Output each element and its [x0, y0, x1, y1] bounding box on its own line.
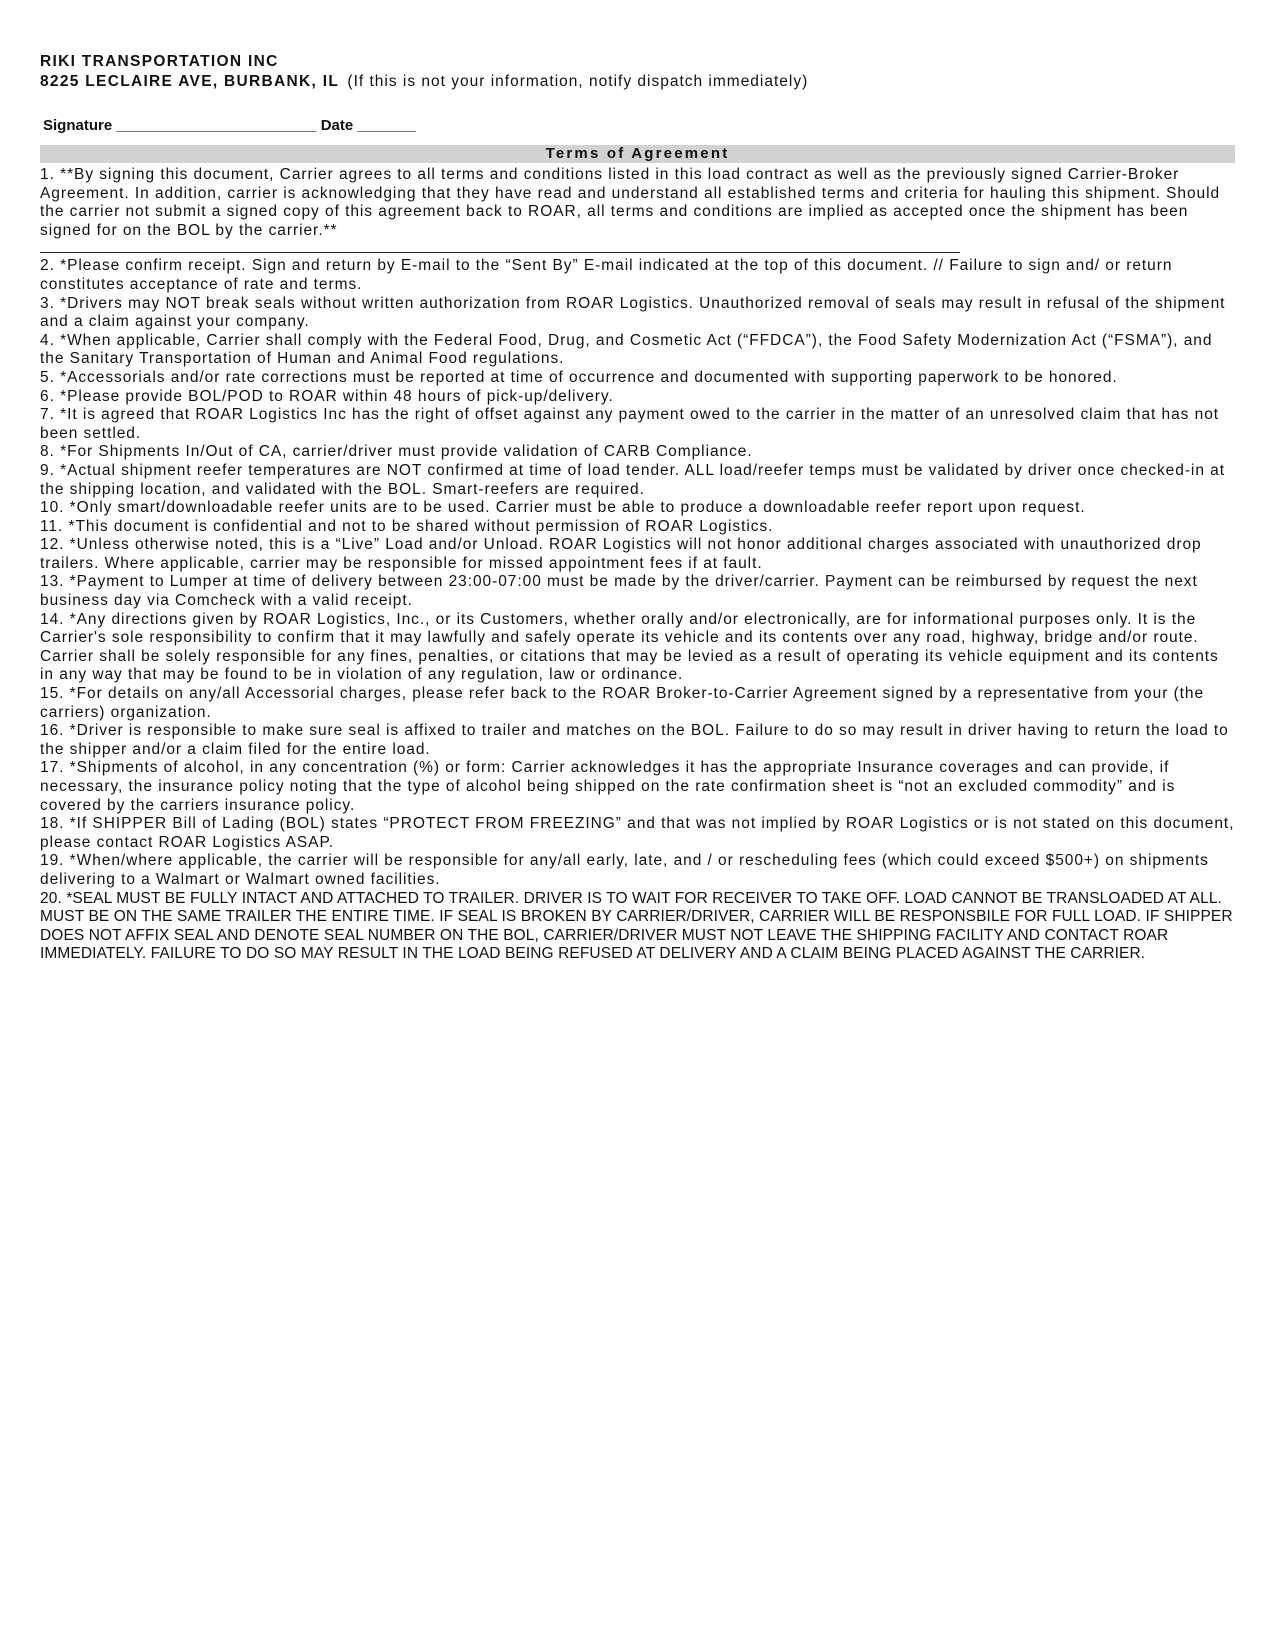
term-item-11: 11. *This document is confidential and not to be shared without permission of ROAR Logistics. — [40, 517, 774, 535]
term-item-2: 2. *Please confirm receipt. Sign and return by E-mail to the “Sent By” E-mail indicated at the top of this document. // Failure to sign and/ or return constitutes acceptance of rate and terms. — [40, 257, 1173, 293]
dispatch-notice: (If this is not your information, notify dispatch immediately) — [347, 73, 809, 90]
term-item-15: 15. *For details on any/all Accessorial charges, please refer back to the ROAR Broker-to-Carrier Agreement signed by a representative from your (the carriers) organization. — [40, 685, 1205, 721]
terms-of-agreement-heading: Terms of Agreement — [40, 145, 1235, 163]
signature-date-line: Signature ________________________ Date _______ — [43, 117, 416, 134]
term-item-16: 16. *Driver is responsible to make sure seal is affixed to trailer and matches on the BOL. Failure to do so may result in driver having to return the load to the shipper and/or a claim filed for the entire load. — [40, 722, 1229, 758]
document-page — [40, 52, 1235, 964]
term-item-5: 5. *Accessorials and/or rate corrections must be reported at time of occurrence and documented with supporting paperwork to be honored. — [40, 368, 1118, 386]
term-item-14: 14. *Any directions given by ROAR Logistics, Inc., or its Customers, whether orally and/or electronically, are for informational purposes only. It is the Carrier's sole responsibility to confirm that it may lawfully and safely operate its vehicle and its contents over any road, highway, bridge and/or route. Carrier shall be solely responsible for any fines, penalties, or citations that may be levied as a result of operating its vehicle equipment and its contents in any way that may be found to be in violation of any regulation, law or ordinance. — [40, 610, 1219, 684]
term-item-17: 17. *Shipments of alcohol, in any concentration (%) or form: Carrier acknowledges it has the appropriate Insurance coverages and can provide, if necessary, the insurance policy noting that the type of alcohol being shipped on the rate confirmation sheet is “not an excluded commodity” and is covered by the carriers insurance policy. — [40, 759, 1176, 814]
term-item-1: 1. **By signing this document, Carrier agrees to all terms and conditions listed in this load contract as well as the previously signed Carrier-Broker Agreement. In addition, carrier is acknowledging that they have read and understand all established terms and criteria for hauling this shipment. Should the carrier not submit a signed copy of this agreement back to ROAR, all terms and conditions are implied as accepted once the shipment has been signed for on the BOL by the carrier.** — [40, 166, 1221, 239]
term-item-6: 6. *Please provide BOL/POD to ROAR within 48 hours of pick-up/delivery. — [40, 387, 614, 405]
term-separator — [40, 252, 960, 253]
term-item-12: 12. *Unless otherwise noted, this is a “Live” Load and/or Unload. ROAR Logistics will not honor additional charges associated with unauthorized drop trailers. Where applicable, carrier may be responsible for missed appointment fees if at fault. — [40, 536, 1202, 572]
term-item-13: 13. *Payment to Lumper at time of delivery between 23:00-07:00 must be made by the driver/carrier. Payment can be reimbursed by request the next business day via Comcheck with a valid receipt. — [40, 573, 1198, 610]
term-item-19: 19. *When/where applicable, the carrier will be responsible for any/all early, late, and / or rescheduling fees (which could exceed $500+) on shipments delivering to a Walmart or Walmart owned facilities. — [40, 852, 1209, 888]
term-item-4: 4. *When applicable, Carrier shall comply with the Federal Food, Drug, and Cosmetic Act (“FFDCA”), the Food Safety Modernization Act (“FSMA”), and the Sanitary Transportation of Human and Animal Food regulations. — [40, 331, 1213, 368]
term-item-9: 9. *Actual shipment reefer temperatures are NOT confirmed at time of load tender. ALL load/reefer temps must be validated by driver once checked-in at the shipping location, and validated with the BOL. Smart-reefers are required. — [40, 461, 1225, 498]
term-item-18: 18. *If SHIPPER Bill of Lading (BOL) states “PROTECT FROM FREEZING” and that was not implied by ROAR Logistics or is not stated on this document, please contact ROAR Logistics ASAP. — [40, 815, 1235, 851]
address-line — [40, 72, 1235, 92]
company-name: RIKI TRANSPORTATION INC — [40, 53, 279, 70]
term-item-3: 3. *Drivers may NOT break seals without written authorization from ROAR Logistics. Unauthorized removal of seals may result in refusal of the shipment and a claim against your company. — [40, 294, 1226, 331]
company-address: 8225 LECLAIRE AVE, BURBANK, IL — [40, 73, 340, 90]
term-item-7: 7. *It is agreed that ROAR Logistics Inc has the right of offset against any payment owed to the carrier in the matter of an unresolved claim that has not been settled. — [40, 406, 1220, 442]
term-item-10: 10. *Only smart/downloadable reefer units are to be used. Carrier must be able to produce a downloadable reefer report upon request. — [40, 499, 1086, 517]
terms-list — [40, 166, 1235, 964]
term-item-8: 8. *For Shipments In/Out of CA, carrier/driver must provide validation of CARB Compliance. — [40, 443, 753, 461]
term-item-20: 20. *SEAL MUST BE FULLY INTACT AND ATTACHED TO TRAILER. DRIVER IS TO WAIT FOR RECEIVER TO TAKE OFF. LOAD CANNOT BE TRANSLOADED AT ALL. MUST BE ON THE SAME TRAILER THE ENTIRE TIME. IF SEAL IS BROKEN BY CARRIER/DRIVER, CARRIER WILL BE RESPONSBILE FOR FULL LOAD. IF SHIPPER DOES NOT AFFIX SEAL AND DENOTE SEAL NUMBER ON THE BOL, CARRIER/DRIVER MUST NOT LEAVE THE SHIPPING FACILITY AND CONTACT ROAR IMMEDIATELY. FAILURE TO DO SO MAY RESULT IN THE LOAD BEING REFUSED AT DELIVERY AND A CLAIM BEING PLACED AGAINST THE CARRIER. — [40, 889, 1233, 963]
